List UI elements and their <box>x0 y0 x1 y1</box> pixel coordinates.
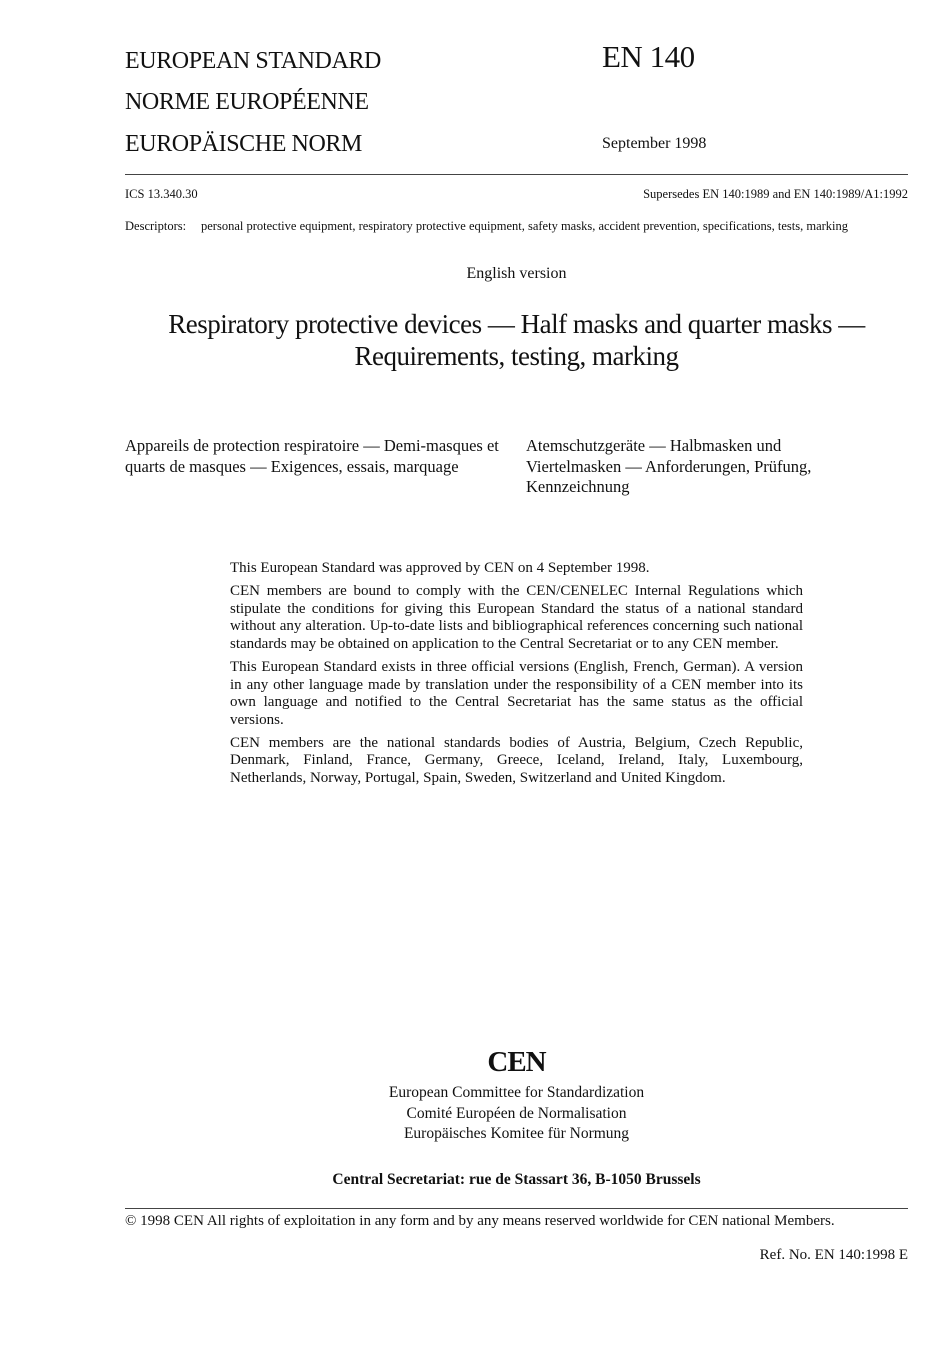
copyright-notice: © 1998 CEN All rights of exploitation in any form and by any means reserved worldwide for CEN national Members. <box>125 1213 835 1229</box>
note-approval: This European Standard was approved by CEN on 4 September 1998. <box>230 560 650 576</box>
publication-date: September 1998 <box>602 135 707 152</box>
note-members: CEN members are the national standards bodies of Austria, Belgium, Czech Republic, Denmark, Finland, France, Germany, Greece, Iceland, Ireland, Italy, Luxembourg, Netherlands, Norway, Portugal, Spain, Sweden, Switzerland and United Kingdom. <box>230 734 803 787</box>
note-compliance: CEN members are bound to comply with the CEN/CENELEC Internal Regulations which stipulate the conditions for giving this European Standard the status of a national standard without any alteration. Up-to-date lists and bibliographical references concerning such national standards may be obtained on application to the Central Secretariat or to any CEN member. <box>230 583 803 652</box>
cen-name-english: European Committee for Standardization <box>388 1084 645 1101</box>
cen-logo: CEN <box>487 1046 546 1078</box>
document-title <box>120 308 913 372</box>
title-line-english: EUROPEAN STANDARD <box>125 48 381 74</box>
supersedes-note: Supersedes EN 140:1989 and EN 140:1989/A1:1992 <box>643 187 908 201</box>
cen-name-german: Europäisches Komitee für Normung <box>403 1125 630 1142</box>
document-title-line-1: Respiratory protective devices — Half masks and quarter masks — <box>168 309 865 339</box>
note-versions: This European Standard exists in three official versions (English, French, German). A version in any other language made by translation under the responsibility of a CEN member into its own language and notified to the Central Secretariat has the same status as the official versions. <box>230 658 803 728</box>
central-secretariat-address: Central Secretariat: rue de Stassart 36, B-1050 Brussels <box>332 1171 701 1188</box>
reference-number: Ref. No. EN 140:1998 E <box>759 1247 908 1263</box>
cen-organization-names <box>125 1083 908 1145</box>
cen-name-french: Comité Européen de Normalisation <box>406 1104 627 1122</box>
title-line-french: NORME EUROPÉENNE <box>125 89 369 115</box>
footer-divider <box>125 1208 908 1209</box>
standard-number: EN 140 <box>602 39 695 74</box>
descriptors-text: personal protective equipment, respiratory protective equipment, safety masks, accident prevention, specifications, tests, marking <box>201 219 849 233</box>
header-divider <box>125 174 908 175</box>
approval-notes <box>230 560 803 793</box>
ics-code: ICS 13.340.30 <box>125 187 198 201</box>
descriptors-label: Descriptors: <box>125 219 187 233</box>
german-title: Atemschutzgeräte — Halbmasken und Viertelmasken — Anforderungen, Prüfung, Kennzeichnung <box>526 436 812 496</box>
language-version: English version <box>466 265 567 282</box>
document-title-line-2: Requirements, testing, marking <box>354 341 679 371</box>
title-line-german: EUROPÄISCHE NORM <box>125 131 362 157</box>
french-title: Appareils de protection respiratoire — Demi-masques et quarts de masques — Exigences, essais, marquage <box>125 436 499 476</box>
